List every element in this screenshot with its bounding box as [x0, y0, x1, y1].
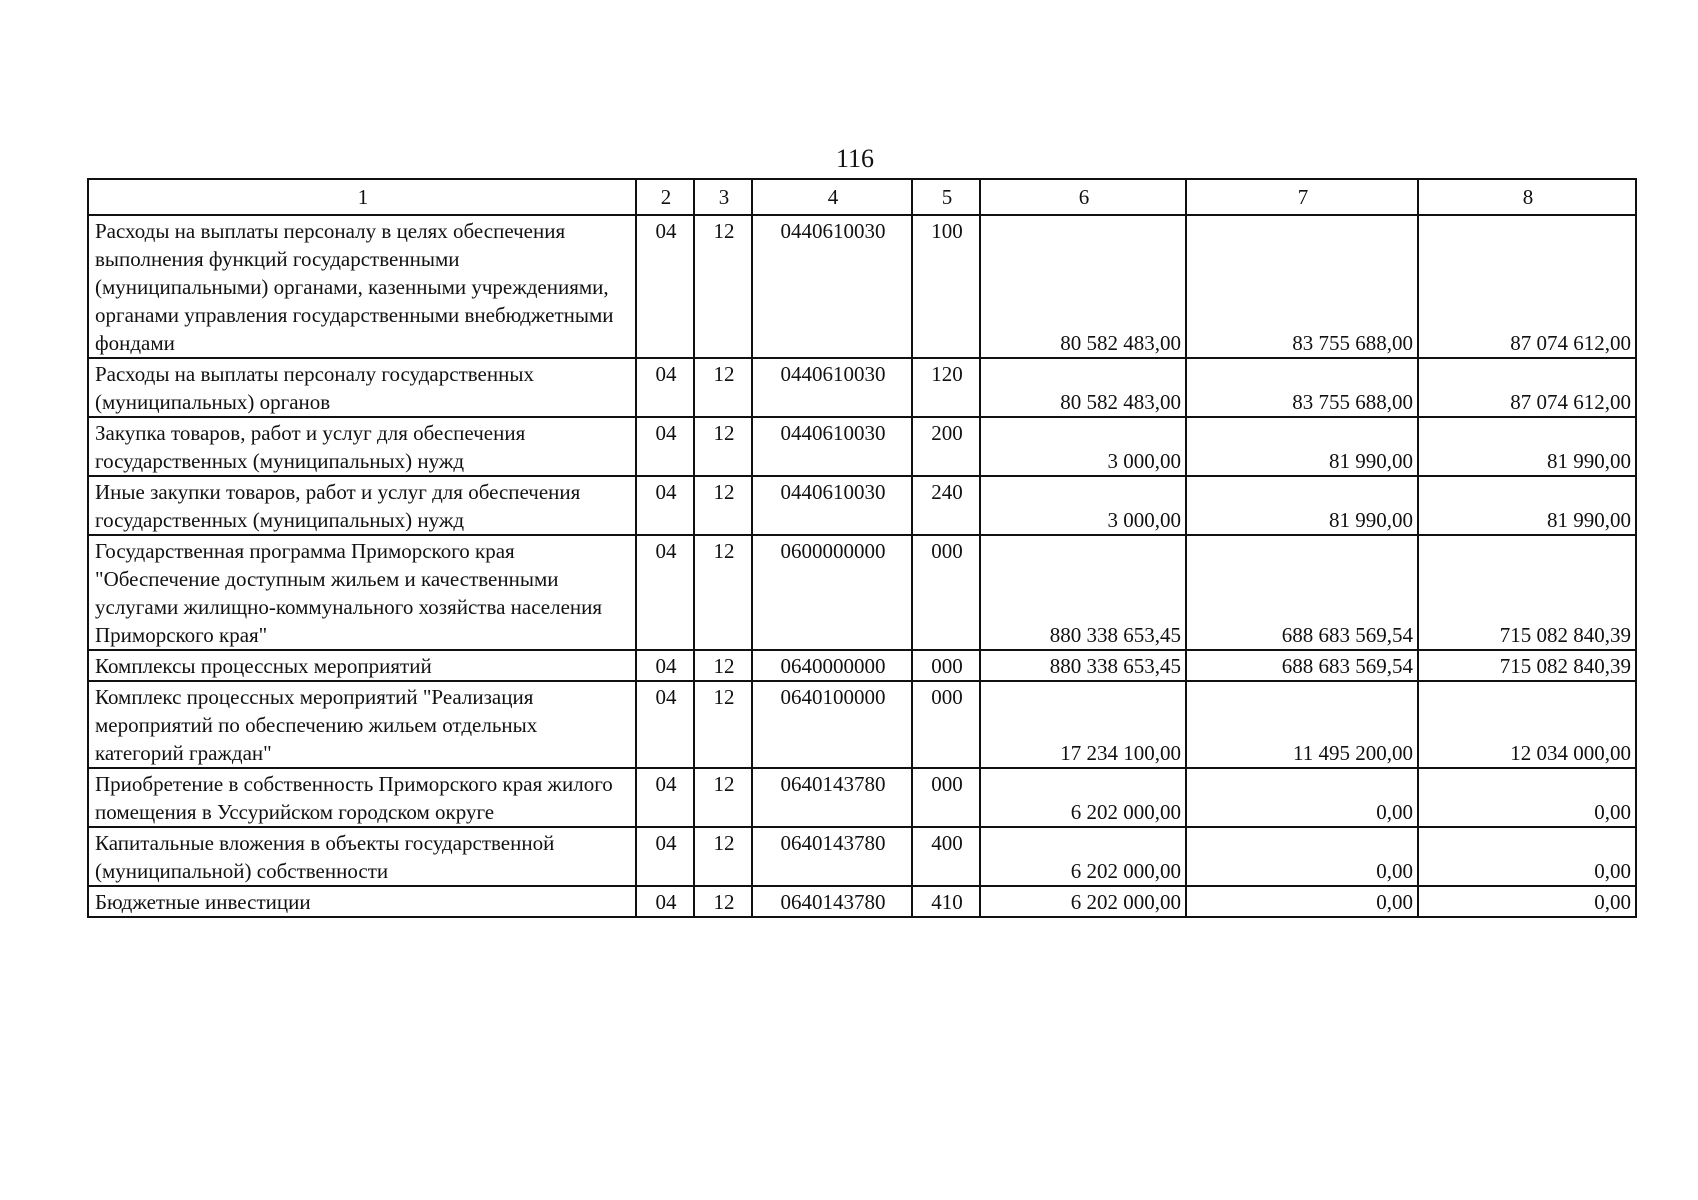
subsection-code: 12 [694, 650, 752, 681]
header-cell: 5 [912, 179, 980, 215]
table-row [88, 535, 1636, 650]
expense-type-code: 120 [912, 358, 980, 417]
expense-name: Комплекс процессных мероприятий "Реализация мероприятий по обеспечению жильем отдельных категорий граждан" [88, 681, 636, 768]
section-code: 04 [636, 768, 694, 827]
target-item-code: 0440610030 [752, 417, 912, 476]
page-number: 116 [835, 144, 875, 173]
amount-col-8: 0,00 [1418, 886, 1636, 917]
header-cell: 3 [694, 179, 752, 215]
amount-col-6: 80 582 483,00 [980, 215, 1186, 358]
amount-col-8: 81 990,00 [1418, 417, 1636, 476]
table-row [88, 681, 1636, 768]
expense-name: Капитальные вложения в объекты государственной (муниципальной) собственности [88, 827, 636, 886]
amount-col-6: 3 000,00 [980, 476, 1186, 535]
amount-col-7: 83 755 688,00 [1186, 215, 1418, 358]
table-row [88, 417, 1636, 476]
amount-col-6: 880 338 653,45 [980, 650, 1186, 681]
target-item-code: 0640143780 [752, 768, 912, 827]
table-row [88, 768, 1636, 827]
subsection-code: 12 [694, 358, 752, 417]
amount-col-7: 0,00 [1186, 768, 1418, 827]
section-code: 04 [636, 358, 694, 417]
budget-table [87, 178, 1637, 918]
subsection-code: 12 [694, 535, 752, 650]
amount-col-6: 80 582 483,00 [980, 358, 1186, 417]
amount-col-8: 0,00 [1418, 768, 1636, 827]
amount-col-7: 688 683 569,54 [1186, 650, 1418, 681]
header-row [88, 179, 1636, 215]
amount-col-7: 0,00 [1186, 886, 1418, 917]
target-item-code: 0440610030 [752, 215, 912, 358]
subsection-code: 12 [694, 827, 752, 886]
expense-type-code: 400 [912, 827, 980, 886]
expense-type-code: 240 [912, 476, 980, 535]
amount-col-8: 715 082 840,39 [1418, 535, 1636, 650]
expense-type-code: 000 [912, 535, 980, 650]
subsection-code: 12 [694, 476, 752, 535]
amount-col-6: 3 000,00 [980, 417, 1186, 476]
table-row [88, 827, 1636, 886]
expense-name: Иные закупки товаров, работ и услуг для обеспечения государственных (муниципальных) нужд [88, 476, 636, 535]
section-code: 04 [636, 476, 694, 535]
target-item-code: 0640100000 [752, 681, 912, 768]
target-item-code: 0440610030 [752, 476, 912, 535]
expense-type-code: 000 [912, 768, 980, 827]
header-cell: 4 [752, 179, 912, 215]
table-row [88, 358, 1636, 417]
amount-col-6: 880 338 653,45 [980, 535, 1186, 650]
expense-name: Комплексы процессных мероприятий [88, 650, 636, 681]
amount-col-6: 17 234 100,00 [980, 681, 1186, 768]
expense-type-code: 410 [912, 886, 980, 917]
table-row [88, 215, 1636, 358]
expense-name: Расходы на выплаты персоналу в целях обеспечения выполнения функций государственными (муниципальными) органами, казенными учреждениями, органами управления государственными внебюджетными фондами [88, 215, 636, 358]
amount-col-6: 6 202 000,00 [980, 827, 1186, 886]
amount-col-8: 12 034 000,00 [1418, 681, 1636, 768]
subsection-code: 12 [694, 215, 752, 358]
expense-type-code: 000 [912, 650, 980, 681]
target-item-code: 0640000000 [752, 650, 912, 681]
subsection-code: 12 [694, 886, 752, 917]
target-item-code: 0640143780 [752, 886, 912, 917]
header-cell: 2 [636, 179, 694, 215]
expense-name: Государственная программа Приморского края "Обеспечение доступным жильем и качественными услугами жилищно-коммунального хозяйства населения Приморского края" [88, 535, 636, 650]
header-cell: 7 [1186, 179, 1418, 215]
section-code: 04 [636, 417, 694, 476]
amount-col-7: 81 990,00 [1186, 476, 1418, 535]
section-code: 04 [636, 827, 694, 886]
subsection-code: 12 [694, 417, 752, 476]
subsection-code: 12 [694, 768, 752, 827]
amount-col-7: 83 755 688,00 [1186, 358, 1418, 417]
table-row [88, 476, 1636, 535]
amount-col-8: 715 082 840,39 [1418, 650, 1636, 681]
amount-col-7: 81 990,00 [1186, 417, 1418, 476]
expense-name: Расходы на выплаты персоналу государственных (муниципальных) органов [88, 358, 636, 417]
header-cell: 8 [1418, 179, 1636, 215]
section-code: 04 [636, 650, 694, 681]
section-code: 04 [636, 215, 694, 358]
amount-col-7: 0,00 [1186, 827, 1418, 886]
amount-col-6: 6 202 000,00 [980, 768, 1186, 827]
amount-col-7: 688 683 569,54 [1186, 535, 1418, 650]
expense-name: Бюджетные инвестиции [88, 886, 636, 917]
expense-name: Приобретение в собственность Приморского края жилого помещения в Уссурийском городском округе [88, 768, 636, 827]
section-code: 04 [636, 886, 694, 917]
header-cell: 6 [980, 179, 1186, 215]
table-row [88, 650, 1636, 681]
amount-col-6: 6 202 000,00 [980, 886, 1186, 917]
expense-type-code: 100 [912, 215, 980, 358]
amount-col-7: 11 495 200,00 [1186, 681, 1418, 768]
amount-col-8: 87 074 612,00 [1418, 358, 1636, 417]
target-item-code: 0440610030 [752, 358, 912, 417]
subsection-code: 12 [694, 681, 752, 768]
section-code: 04 [636, 681, 694, 768]
expense-type-code: 200 [912, 417, 980, 476]
amount-col-8: 81 990,00 [1418, 476, 1636, 535]
section-code: 04 [636, 535, 694, 650]
expense-name: Закупка товаров, работ и услуг для обеспечения государственных (муниципальных) нужд [88, 417, 636, 476]
amount-col-8: 87 074 612,00 [1418, 215, 1636, 358]
target-item-code: 0600000000 [752, 535, 912, 650]
amount-col-8: 0,00 [1418, 827, 1636, 886]
header-cell: 1 [88, 179, 636, 215]
table-row [88, 886, 1636, 917]
target-item-code: 0640143780 [752, 827, 912, 886]
expense-type-code: 000 [912, 681, 980, 768]
